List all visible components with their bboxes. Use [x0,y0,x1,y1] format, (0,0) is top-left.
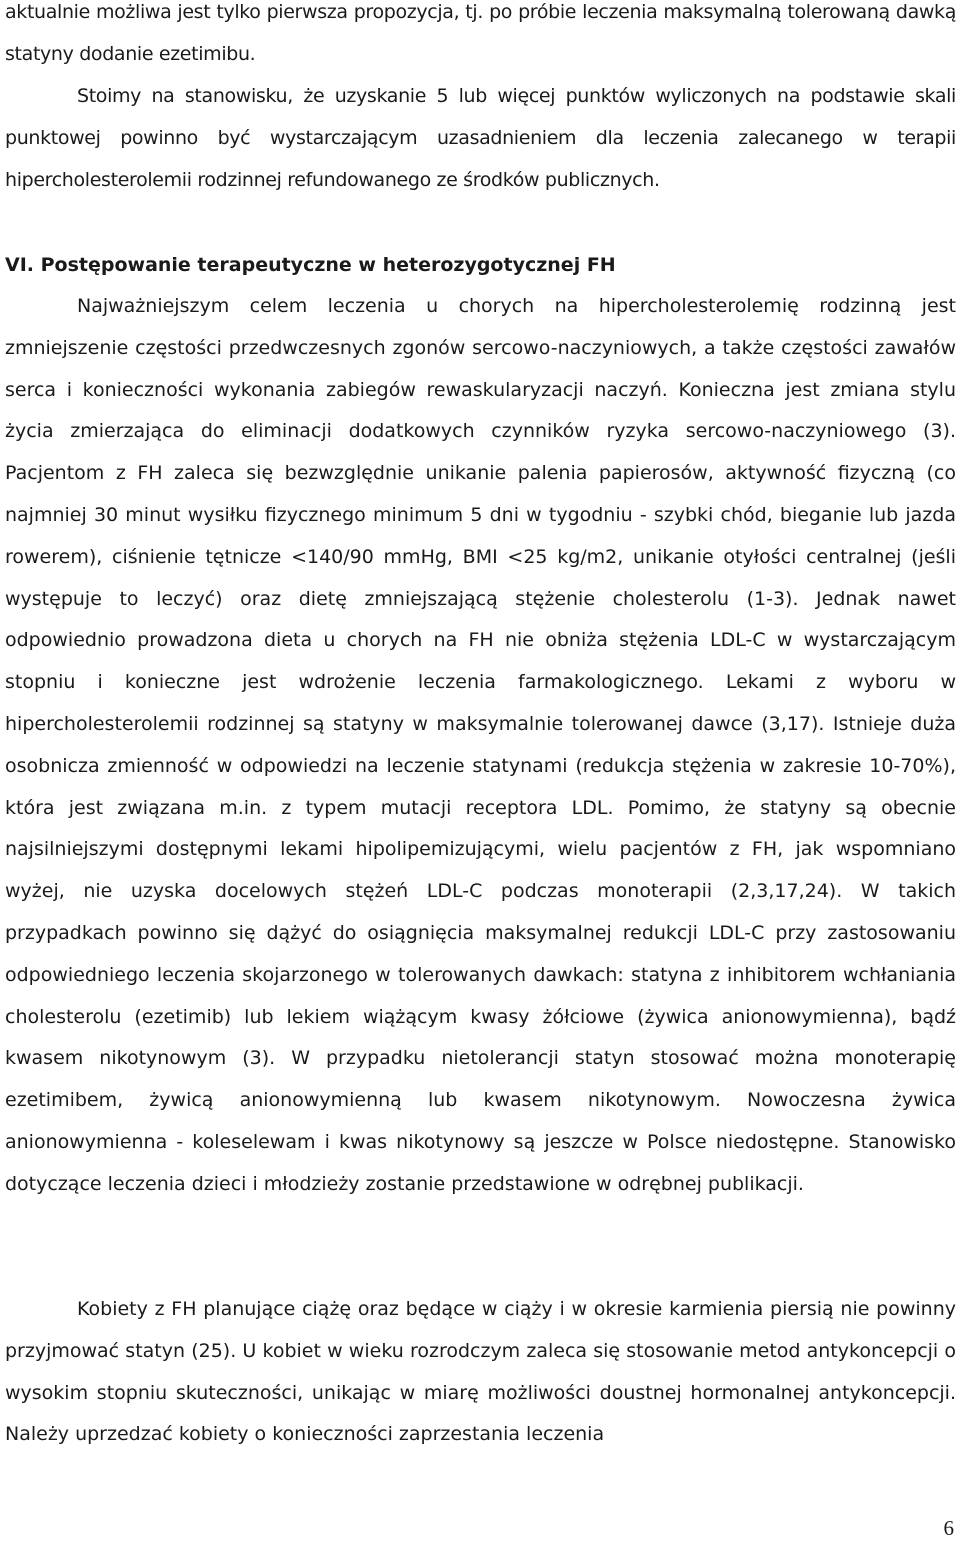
page-number: 6 [943,1516,954,1540]
paragraph-position-statement: Stoimy na stanowisku, że uzyskanie 5 lub więcej punktów wyliczonych na podstawie skali punktowej powinno być wystarczającym uzasadnieniem dla leczenia zalecanego w terapii hipercholesterolemii rodzinnej refundowanego ze środków publicznych. [5,85,956,191]
section-heading: VI. Postępowanie terapeutyczne w heterozygotycznej FH [5,254,616,276]
paragraph-continuation: aktualnie możliwa jest tylko pierwsza propozycja, tj. po próbie leczenia maksymalną tolerowaną dawką statyny dodanie ezetimibu. [5,1,956,65]
paragraph-therapy: Najważniejszym celem leczenia u chorych na hipercholesterolemię rodzinną jest zmniejszenie częstości przedwczesnych zgonów sercowo-naczyniowych, a także częstości zawałów serca i konieczności wykonania zabiegów rewaskularyzacji naczyń. Konieczna jest zmiana stylu życia zmierzająca do eliminacji dodatkowych czynników ryzyka sercowo-naczyniowego (3). Pacjentom z FH zaleca się bezwzględnie unikanie palenia papierosów, aktywność fizyczną (co najmniej 30 minut wysiłku fizycznego minimum 5 dni w tygodniu - szybki chód, bieganie lub jazda rowerem), ciśnienie tętnicze <140/90 mmHg, BMI <25 kg/m2, unikanie otyłości centralnej (jeśli występuje to leczyć) oraz dietę zmniejszającą stężenie cholesterolu (1-3). Jednak nawet odpowiednio prowadzona dieta u chorych na FH nie obniża stężenia LDL-C w wystarczającym stopniu i konieczne jest wdrożenie leczenia farmakologicznego. Lekami z wyboru w hipercholesterolemii rodzinnej są statyny w maksymalnie tolerowanej dawce (3,17). Istnieje duża osobnicza zmienność w odpowiedzi na leczenie statynami (redukcja stężenia w zakresie 10-70%), która jest związana m.in. z typem mutacji receptora LDL. Pomimo, że statyny są obecnie najsilniejszymi dostępnymi lekami hipolipemizującymi, wielu pacjentów z FH, jak wspomniano wyżej, nie uzyska docelowych stężeń LDL-C podczas monoterapii (2,3,17,24). W takich przypadkach powinno się dążyć do osiągnięcia maksymalnej redukcji LDL-C przy zastosowaniu odpowiedniego leczenia skojarzonego w tolerowanych dawkach: statyna z inhibitorem wchłaniania cholesterolu (ezetimib) lub lekiem wiążącym kwasy żółciowe (żywica anionowymienna), bądź kwasem nikotynowym (3). W przypadku nietolerancji statyn stosować można monoterapię ezetimibem, żywicą anionowymienną lub kwasem nikotynowym. Nowoczesna żywica anionowymienna - koleselewam i kwas nikotynowy są jeszcze w Polsce niedostępne. Stanowisko dotyczące leczenia dzieci i młodzieży zostanie przedstawione w odrębnej publikacji. [5,295,956,1195]
paragraph-pregnancy: Kobiety z FH planujące ciążę oraz będące w ciąży i w okresie karmienia piersią nie powinny przyjmować statyn (25). U kobiet w wieku rozrodczym zaleca się stosowanie metod antykoncepcji o wysokim stopniu skuteczności, unikając w miarę możliwości doustnej hormonalnej antykoncepcji. Należy uprzedzać kobiety o konieczności zaprzestania leczenia [5,1298,956,1446]
